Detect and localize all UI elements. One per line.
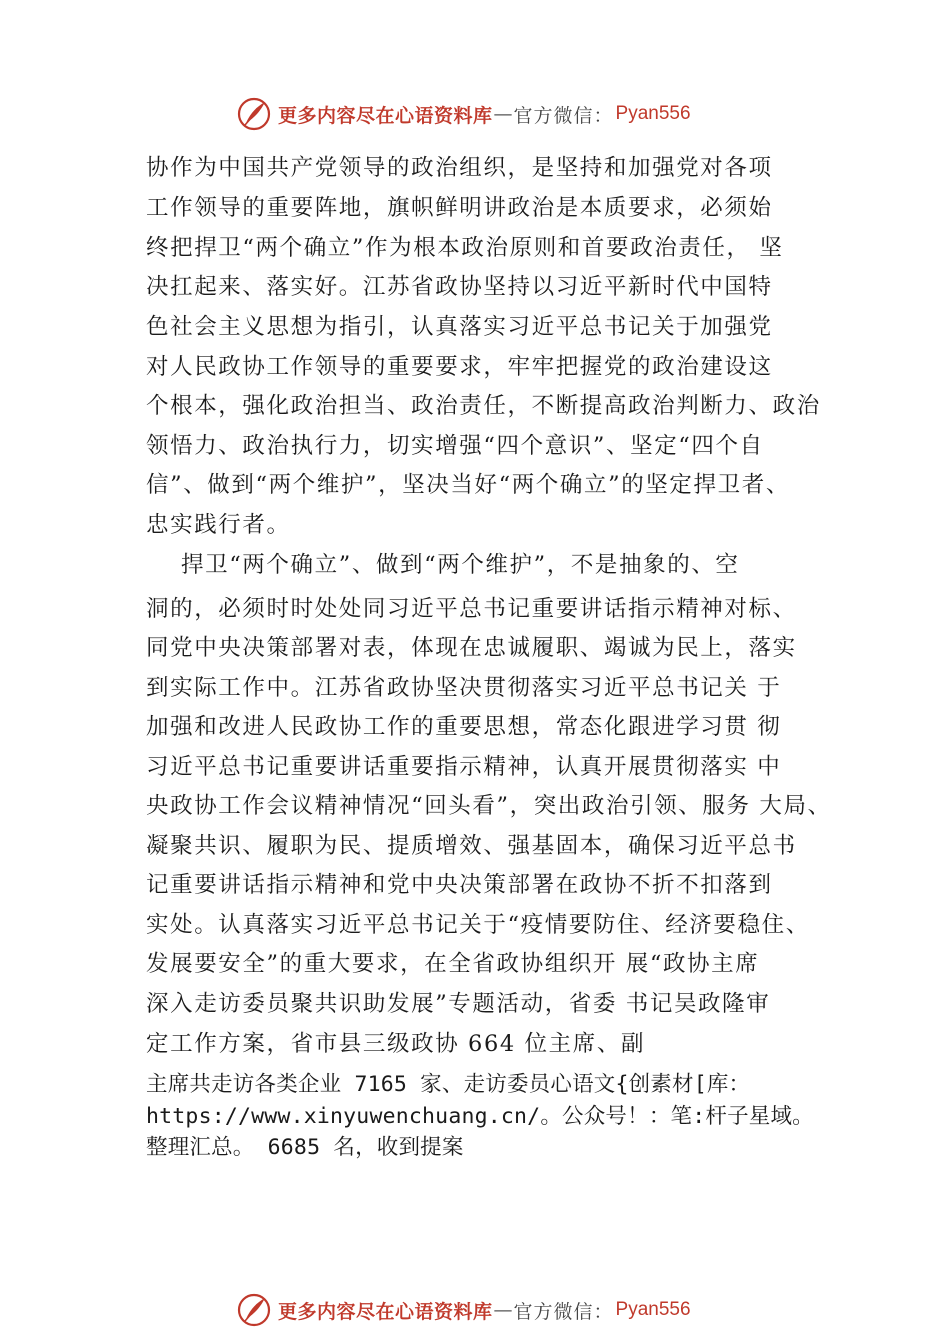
body-line: 深入走访委员聚共识助发展”专题活动，省委 书记吴政隆审 [146,991,771,1017]
footer-banner [236,1290,691,1330]
body-line: 信”、做到“两个维护”，坚决当好“两个确立”的坚定捍卫者、 [146,472,790,498]
footer-wechat-label: 官方微信： [513,1300,614,1323]
body-line: 凝聚共识、履职为民、提质增效、强基固本，确保习近平总书 [146,833,797,859]
header-wechat-label: 官方微信： [513,104,614,127]
body-line: 个根本，强化政治担当、政治责任，不断提高政治判断力、政治 [146,393,821,419]
body-line: 加强和改进人民政协工作的重要思想，常态化跟进学习贯 彻 [146,714,782,740]
quill-logo-icon [236,1292,272,1328]
body-line: 协作为中国共产党领导的政治组织，是坚持和加强党对各项 [146,155,773,181]
body-line: 色社会主义思想为指引，认真落实习近平总书记关于加强党 [146,314,773,340]
body-line: 洞的，必须时时处处同习近平总书记重要讲话指示精神对标、 [146,596,797,622]
body-line: 实处。认真落实习近平总书记关于“疫情要防住、经济要稳住、 [146,912,810,938]
body-line: 终把捍卫“两个确立”作为根本政治原则和首要政治责任， 坚 [146,235,784,261]
body-line: 对人民政协工作领导的重要要求，牢牢把握党的政治建设这 [146,354,773,380]
body-line: 领悟力、政治执行力，切实增强“四个意识”、坚定“四个自 [146,433,764,459]
header-wechat-id: Pyan556 [615,103,691,124]
footer-wechat-id: Pyan556 [615,1299,691,1320]
quill-logo-icon [236,96,272,132]
body-line: 记重要讲话指示精神和党中央决策部署在政协不折不扣落到 [146,872,773,898]
footer-title: 更多内容尽在心语资料库 [278,1300,493,1323]
paragraph-start-line: 捍卫“两个确立”、做到“两个维护”，不是抽象的、空 [146,552,740,578]
header-title: 更多内容尽在心语资料库 [278,104,493,127]
header-banner [236,94,691,134]
body-line: 工作领导的重要阵地，旗帜鲜明讲政治是本质要求，必须始 [146,195,773,221]
footer-separator: — [493,1299,513,1321]
tail-line: 整理汇总。 6685 名，收到提案 [146,1135,464,1160]
body-line: 央政协工作会议精神情况“回头看”，突出政治引领、服务 大局、 [146,793,832,819]
body-line: 定工作方案，省市县三级政协 664 位主席、副 [146,1031,646,1057]
body-line: 忠实践行者。 [146,512,291,538]
body-line: 习近平总书记重要讲话重要指示精神，认真开展贯彻落实 中 [146,754,782,780]
body-line: 决扛起来、落实好。江苏省政协坚持以习近平新时代中国特 [146,274,773,300]
header-separator: — [493,103,513,125]
body-line: 同党中央决策部署对表，体现在忠诚履职、竭诚为民上，落实 [146,635,797,661]
tail-line: 主席共走访各类企业 7165 家、走访委员心语文{创素材[库： [146,1072,751,1097]
tail-line-url: https://www.xinyuwenchuang.cn/。公众号！：笔:杆子星域。 [146,1104,814,1129]
body-line: 到实际工作中。江苏省政协坚决贯彻落实习近平总书记关 于 [146,675,782,701]
body-line: 发展要安全”的重大要求，在全省政协组织开 展“政协主席 [146,951,760,977]
